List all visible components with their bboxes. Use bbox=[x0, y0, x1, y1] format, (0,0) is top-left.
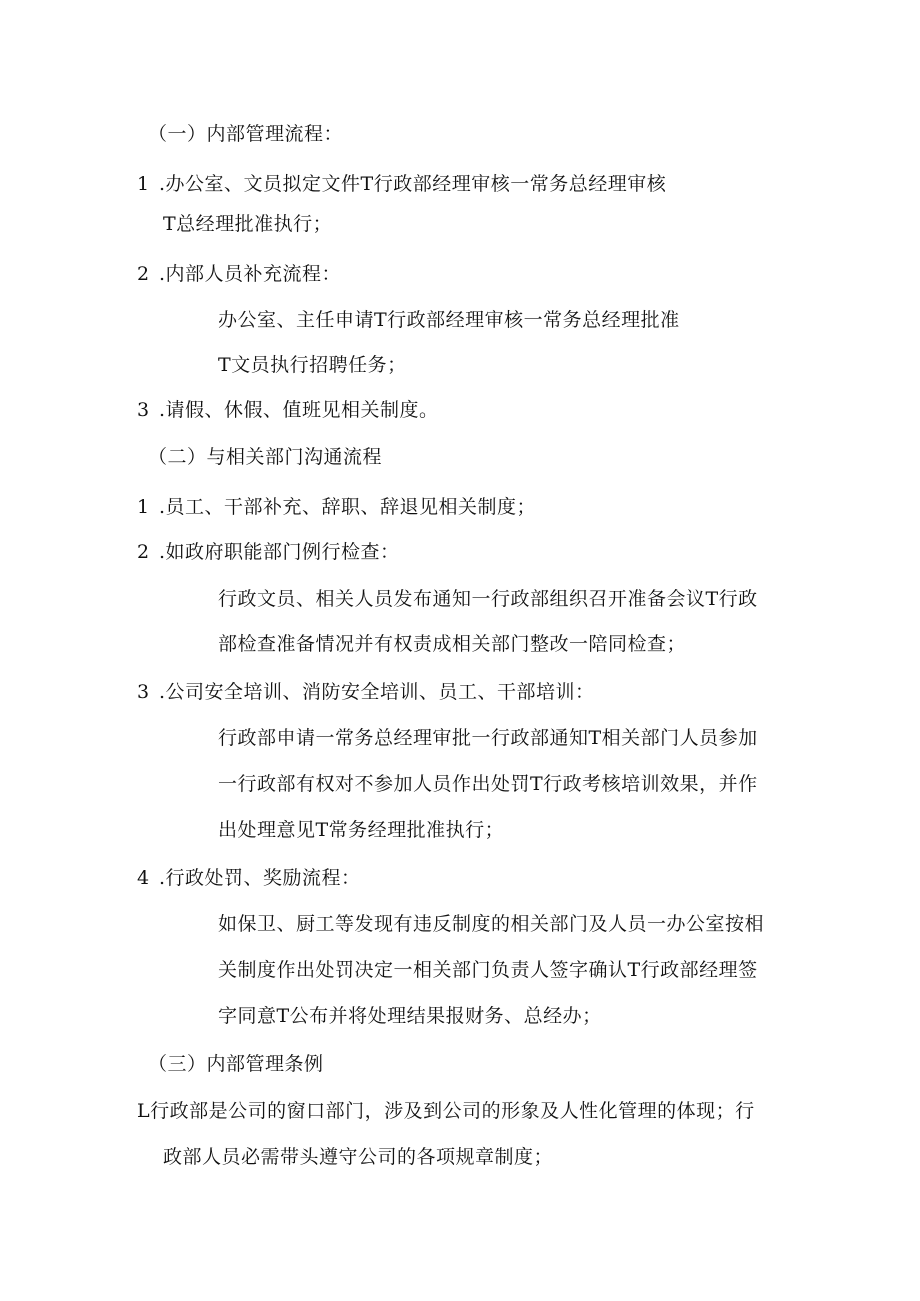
list-item-body: 如保卫、厨工等发现有违反制度的相关部门及人员一办公室按相 bbox=[218, 913, 765, 935]
section-heading-internal-rules: （三）内部管理条例 bbox=[148, 1053, 324, 1075]
list-item-1-3 bbox=[137, 398, 439, 422]
section-heading-communication: （二）与相关部门沟通流程 bbox=[148, 446, 383, 468]
list-item-body: 一行政部有权对不参加人员作出处罚T行政考核培训效果，并作 bbox=[218, 773, 758, 795]
list-item-2-1 bbox=[137, 495, 536, 519]
list-number: 2 bbox=[137, 263, 150, 285]
list-item-body: 出处理意见T常务经理批准执行； bbox=[218, 819, 505, 841]
list-item-1-1 bbox=[137, 172, 666, 196]
list-number: 1 bbox=[137, 173, 150, 195]
list-number: 3 bbox=[137, 681, 150, 703]
list-number: 2 bbox=[137, 541, 150, 563]
list-item-body: 部检查准备情况并有权责成相关部门整改一陪同检查； bbox=[218, 633, 687, 655]
list-item-body: 关制度作出处罚决定一相关部门负责人签字确认T行政部经理签 bbox=[218, 959, 758, 981]
list-item-text: .公司安全培训、消防安全培训、员工、干部培训： bbox=[159, 681, 595, 703]
list-item-3-1: L行政部是公司的窗口部门，涉及到公司的形象及人性化管理的体现；行 bbox=[137, 1100, 755, 1122]
list-item-body: 字同意T公布并将处理结果报财务、总经办； bbox=[218, 1005, 602, 1027]
list-number: 4 bbox=[137, 867, 150, 889]
list-item-body: 办公室、主任申请T行政部经理审核一常务总经理批准 bbox=[218, 309, 680, 331]
list-item-text: .行政处罚、奖励流程： bbox=[159, 867, 361, 889]
list-item-text: .内部人员补充流程： bbox=[159, 263, 342, 285]
list-item-text: .如政府职能部门例行检查： bbox=[159, 541, 400, 563]
list-number: 1 bbox=[137, 496, 150, 518]
list-item-2-2 bbox=[137, 540, 400, 564]
list-item-body: 行政文员、相关人员发布通知一行政部组织召开准备会议T行政 bbox=[218, 588, 758, 610]
list-item-body: 行政部申请一常务总经理审批一行政部通知T相关部门人员参加 bbox=[218, 727, 758, 749]
list-item-1-2 bbox=[137, 262, 341, 286]
list-item-continuation: 政部人员必需带头遵守公司的各项规章制度； bbox=[163, 1146, 554, 1168]
list-item-2-4 bbox=[137, 866, 361, 890]
list-item-2-3 bbox=[137, 680, 595, 704]
list-number: 3 bbox=[137, 399, 150, 421]
list-item-body: T文员执行招聘任务； bbox=[218, 354, 407, 376]
list-item-text: .员工、干部补充、辞职、辞退见相关制度； bbox=[159, 496, 537, 518]
list-item-text: .办公室、文员拟定文件T行政部经理审核一常务总经理审核 bbox=[159, 173, 667, 195]
section-heading-internal-process: （一）内部管理流程： bbox=[148, 123, 344, 145]
list-item-continuation: T总经理批准执行； bbox=[163, 213, 333, 235]
list-item-text: .请假、休假、值班见相关制度。 bbox=[159, 399, 439, 421]
